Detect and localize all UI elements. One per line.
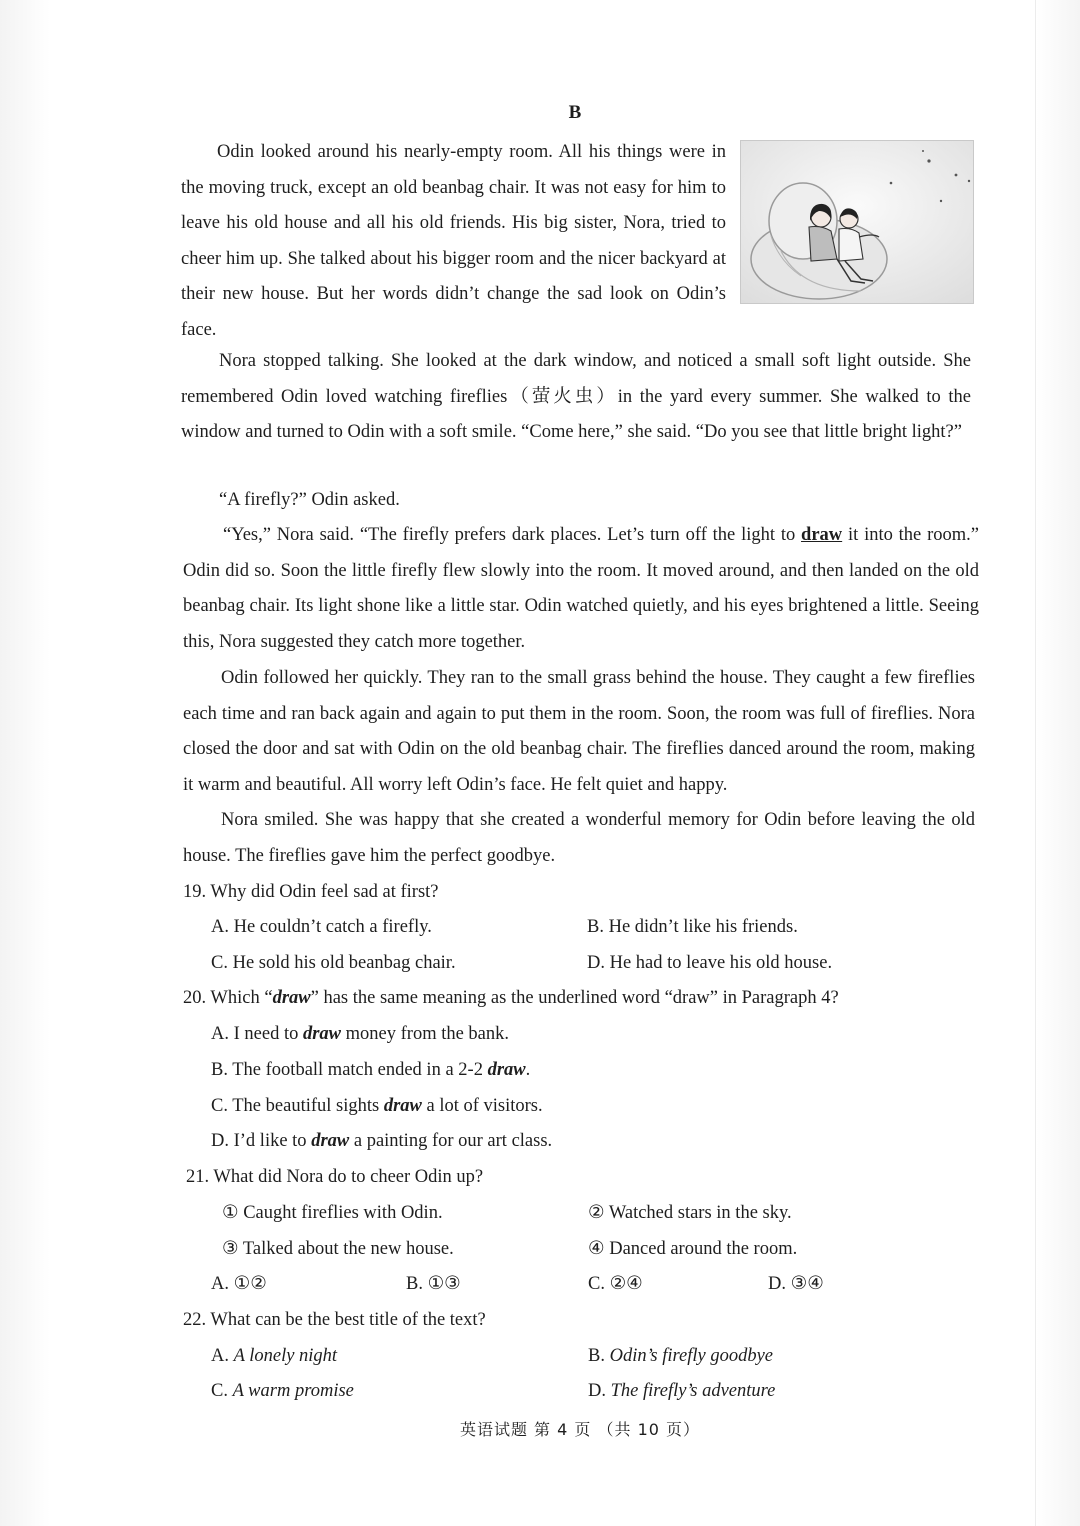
option-word: draw xyxy=(311,1131,350,1151)
question-20-stem-a: 20. Which “ xyxy=(183,988,273,1008)
option-label: A. xyxy=(211,1346,234,1366)
option-word: draw xyxy=(383,1096,422,1116)
paragraph-4 xyxy=(183,518,979,660)
option-text: C. The beautiful sights xyxy=(211,1096,384,1116)
page-shadow-right xyxy=(1035,0,1080,1526)
question-21-statement-3: ③ Talked about the new house. xyxy=(222,1239,454,1259)
question-21-statement-2: ② Watched stars in the sky. xyxy=(588,1203,792,1223)
page-footer: 英语试题 第 4 页 （共 10 页） xyxy=(459,1420,701,1439)
option-label: D. xyxy=(588,1381,611,1401)
question-20-stem-b: ” has the same meaning as the underlined word “draw” in Paragraph 4? xyxy=(310,988,839,1008)
paragraph-2: Nora stopped talking. She looked at the dark window, and noticed a small soft light outside. She remembered Odin loved watching fireflies（萤火虫）in the yard every summer. She walked to the window and turned to Odin with a soft smile. “Come here,” she said. “Do you see that little bright light?” xyxy=(181,351,971,442)
underlined-word-draw: draw xyxy=(801,525,843,545)
question-22-option-c[interactable] xyxy=(211,1379,354,1403)
option-title: The firefly’s adventure xyxy=(610,1381,776,1401)
paragraph-4-text-b: it into the room.” Odin did so. Soon the little firefly flew slowly into the room. It moved around, and then landed on the old beanbag chair. Its light shone like a little star. Odin watched quietly, and his eyes brightened a little. Seeing this, Nora suggested they catch more together. xyxy=(183,525,979,652)
question-21-option-d[interactable]: D. ③④ xyxy=(768,1274,824,1294)
option-word: draw xyxy=(302,1024,342,1044)
question-20-option-d[interactable] xyxy=(211,1129,552,1153)
question-19-stem: 19. Why did Odin feel sad at first? xyxy=(183,882,439,902)
option-text: . xyxy=(525,1060,531,1080)
question-21-option-a[interactable]: A. ①② xyxy=(211,1274,267,1294)
question-22-stem: 22. What can be the best title of the text? xyxy=(183,1310,486,1330)
option-text: a painting for our art class. xyxy=(349,1131,553,1151)
question-21-option-b[interactable]: B. ①③ xyxy=(406,1274,461,1294)
question-20-option-a[interactable] xyxy=(211,1022,509,1046)
option-text: money from the bank. xyxy=(341,1024,510,1044)
question-22-option-d[interactable] xyxy=(588,1379,775,1403)
question-19-option-c[interactable]: C. He sold his old beanbag chair. xyxy=(211,953,456,973)
question-21-option-c[interactable]: C. ②④ xyxy=(588,1274,643,1294)
question-21-statement-1: ① Caught fireflies with Odin. xyxy=(222,1203,443,1223)
illustration-beanbag-children xyxy=(740,140,974,304)
paragraph-4-text-a: “Yes,” Nora said. “The firefly prefers dark places. Let’s turn off the light to xyxy=(223,525,802,545)
option-word: draw xyxy=(487,1060,526,1080)
option-text: D. I’d like to xyxy=(211,1131,312,1151)
question-22-option-b[interactable] xyxy=(588,1344,773,1368)
option-text: B. The football match ended in a 2-2 xyxy=(211,1060,488,1080)
paragraph-3: “A firefly?” Odin asked. xyxy=(219,490,400,510)
option-label: B. xyxy=(588,1346,610,1366)
option-title: A lonely night xyxy=(233,1346,338,1366)
option-title: A warm promise xyxy=(232,1381,354,1401)
option-label: C. xyxy=(211,1381,233,1401)
section-title: B xyxy=(568,102,582,123)
paragraph-1: Odin looked around his nearly-empty room. All his things were in the moving truck, except an old beanbag chair. It was not easy for him to leave his old house and all his old friends. His big sister, Nora, tried to cheer him up. She talked about his bigger room and the nicer backyard at their new house. But her words didn’t change the sad look on Odin’s face. xyxy=(181,142,726,340)
question-20-option-b[interactable] xyxy=(211,1058,530,1082)
option-text: A. I need to xyxy=(211,1024,303,1044)
option-title: Odin’s firefly goodbye xyxy=(609,1346,773,1366)
option-text: a lot of visitors. xyxy=(421,1096,543,1116)
question-22-option-a[interactable] xyxy=(211,1344,337,1368)
paragraph-6: Nora smiled. She was happy that she created a wonderful memory for Odin before leaving the old house. The fireflies gave him the perfect goodbye. xyxy=(183,810,975,866)
question-21-stem: 21. What did Nora do to cheer Odin up? xyxy=(186,1167,484,1187)
question-20-option-c[interactable] xyxy=(211,1094,543,1118)
page-shadow-left xyxy=(0,0,50,1526)
paragraph-5: Odin followed her quickly. They ran to the small grass behind the house. They caught a few fireflies each time and ran back again and again to put them in the room. Soon, the room was full of fireflies. Nora closed the door and sat with Odin on the old beanbag chair. The fireflies danced around the room, making it warm and beautiful. All worry left Odin’s face. He felt quiet and happy. xyxy=(183,668,975,795)
question-21-statement-4: ④ Danced around the room. xyxy=(588,1239,798,1259)
question-19-option-d[interactable]: D. He had to leave his old house. xyxy=(587,953,833,973)
question-19-option-b[interactable]: B. He didn’t like his friends. xyxy=(587,917,798,937)
question-20-stem xyxy=(183,986,839,1010)
question-19-option-a[interactable]: A. He couldn’t catch a firefly. xyxy=(211,917,432,937)
question-20-stem-word: draw xyxy=(272,988,311,1008)
